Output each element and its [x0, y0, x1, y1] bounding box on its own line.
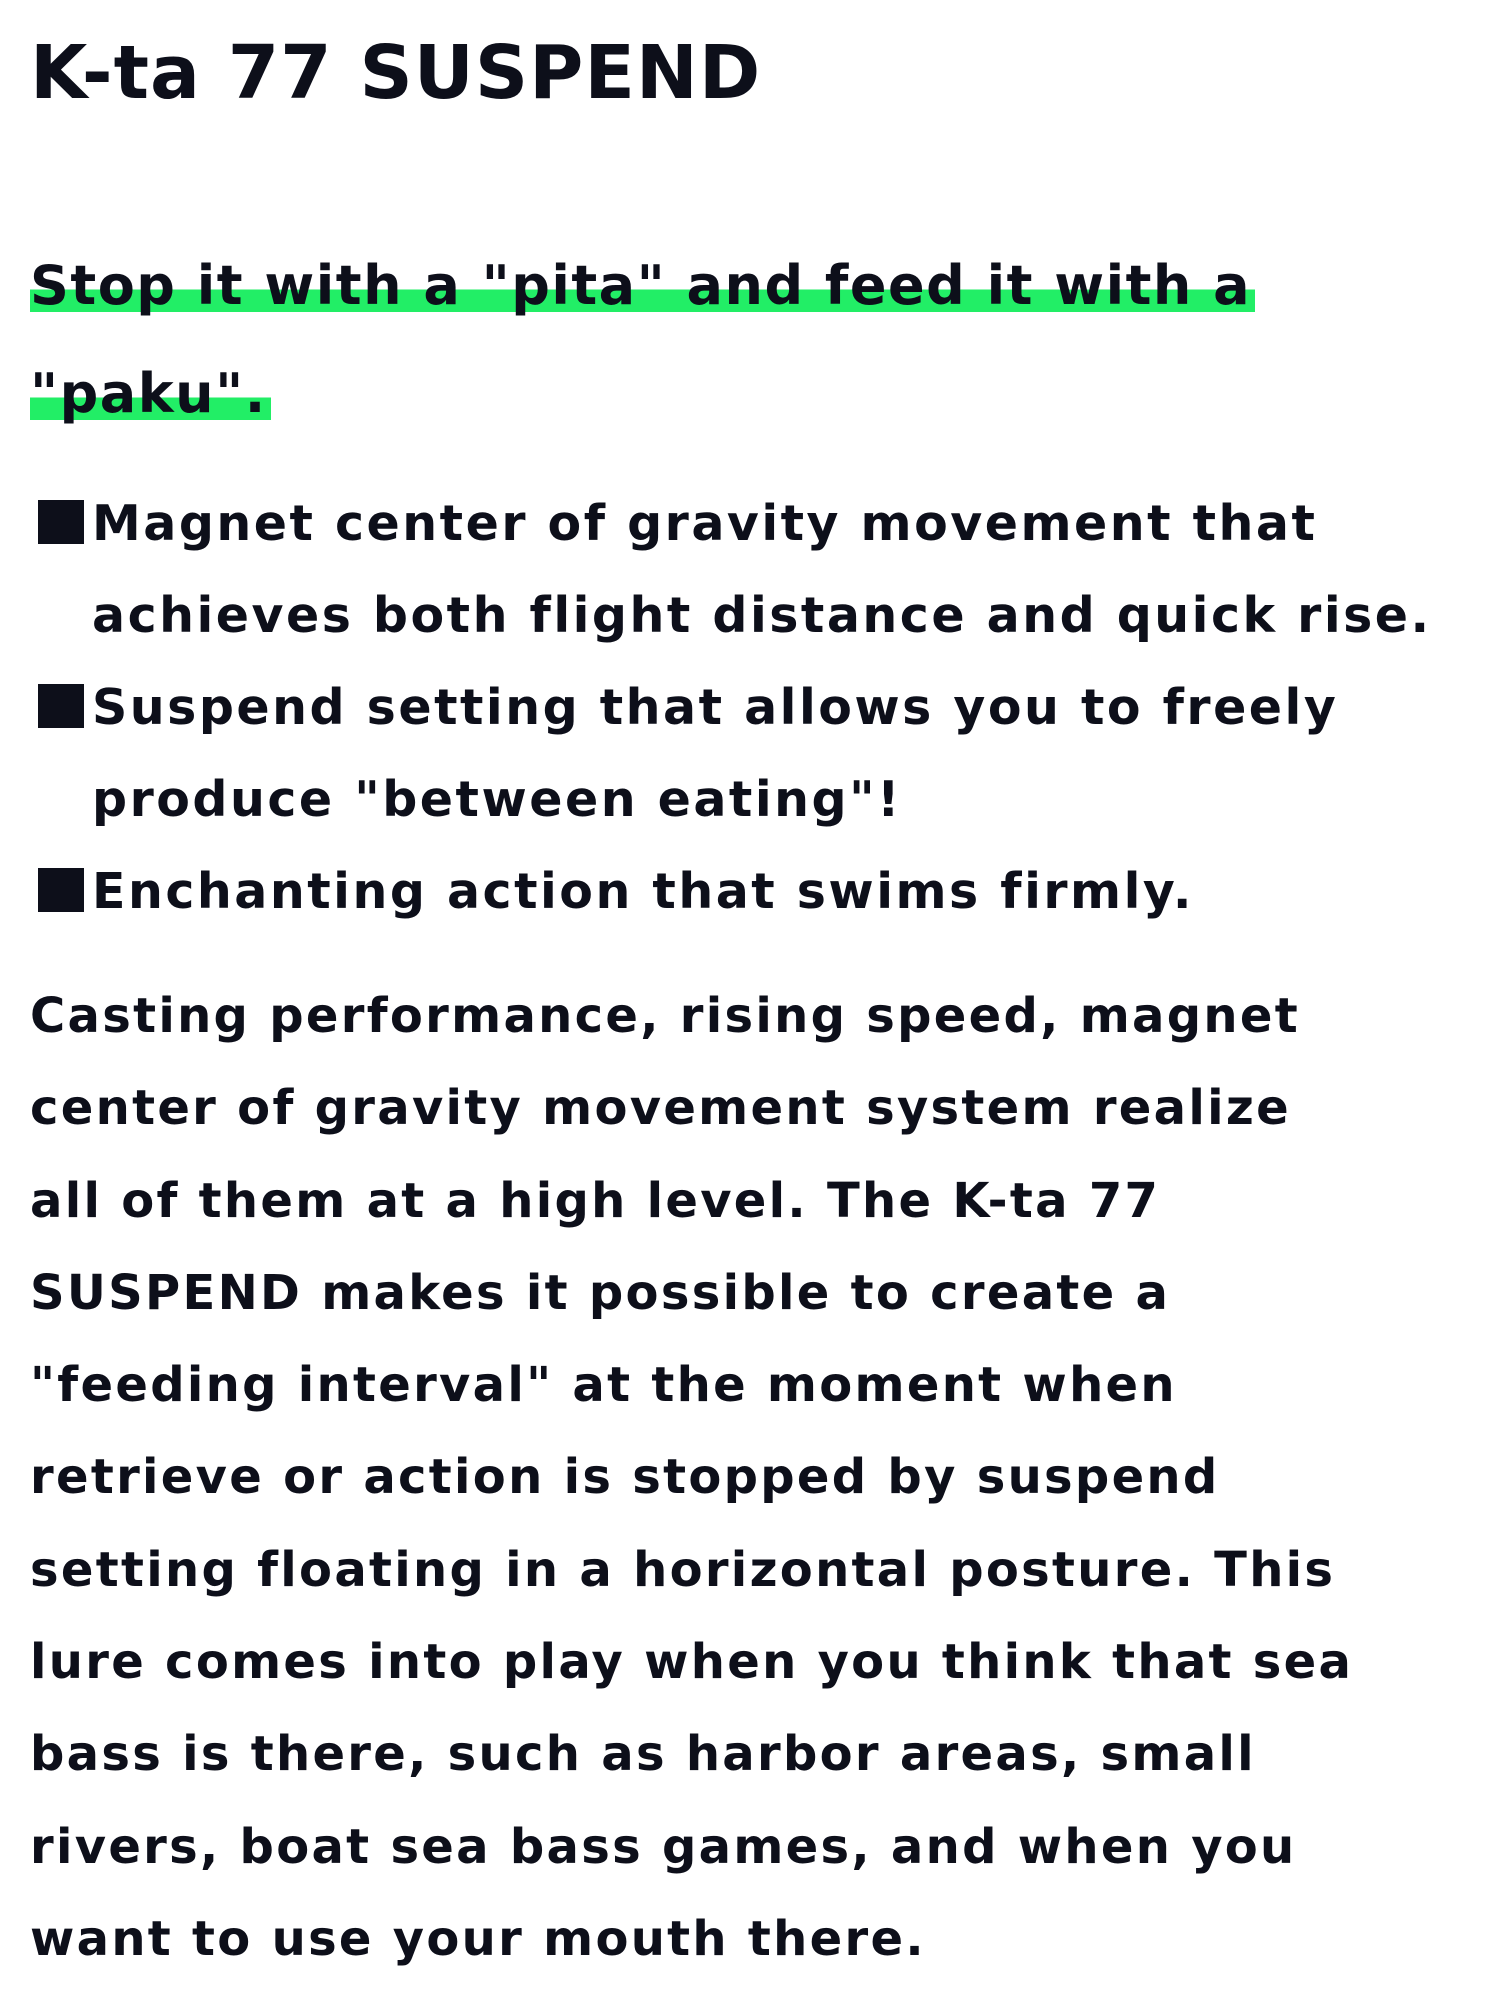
feature-text-line-1: Enchanting action that swims firmly.	[92, 863, 1194, 920]
feature-list	[38, 478, 1438, 938]
description-line: setting floating in a horizontal posture. This	[30, 1541, 1336, 1598]
description-line: want to use your mouth there.	[30, 1910, 926, 1967]
feature-text-line-2: produce "between eating"!	[92, 771, 902, 828]
description-line: "feeding interval" at the moment when	[30, 1357, 1177, 1414]
feature-text-line-1: Suspend setting that allows you to freely	[92, 679, 1339, 736]
square-bullet-icon	[38, 500, 84, 544]
tagline	[30, 232, 1330, 448]
description-line: Casting performance, rising speed, magnet	[30, 988, 1300, 1044]
description-line: rivers, boat sea bass games, and when you	[30, 1818, 1297, 1875]
feature-text-line-1: Magnet center of gravity movement that	[92, 495, 1318, 552]
feature-text-line-2: achieves both flight distance and quick rise.	[92, 587, 1432, 644]
tagline-line-1: Stop it with a "pita" and feed it with a	[30, 254, 1255, 317]
feature-item	[38, 478, 1438, 662]
tagline-line-2: "paku".	[30, 362, 271, 425]
description-line: center of gravity movement system realize	[30, 1080, 1291, 1137]
square-bullet-icon	[38, 868, 84, 912]
description-line: bass is there, such as harbor areas, small	[30, 1726, 1256, 1783]
description-line: all of them at a high level. The K-ta 77	[30, 1172, 1161, 1229]
product-description	[30, 970, 1360, 1985]
feature-item	[38, 662, 1438, 846]
description-line: lure comes into play when you think that sea	[30, 1634, 1354, 1691]
product-title: K-ta 77 SUSPEND	[30, 30, 762, 116]
description-line: retrieve or action is stopped by suspend	[30, 1449, 1220, 1506]
description-line: SUSPEND makes it possible to create a	[30, 1264, 1171, 1321]
square-bullet-icon	[38, 684, 84, 728]
feature-item	[38, 846, 1438, 938]
